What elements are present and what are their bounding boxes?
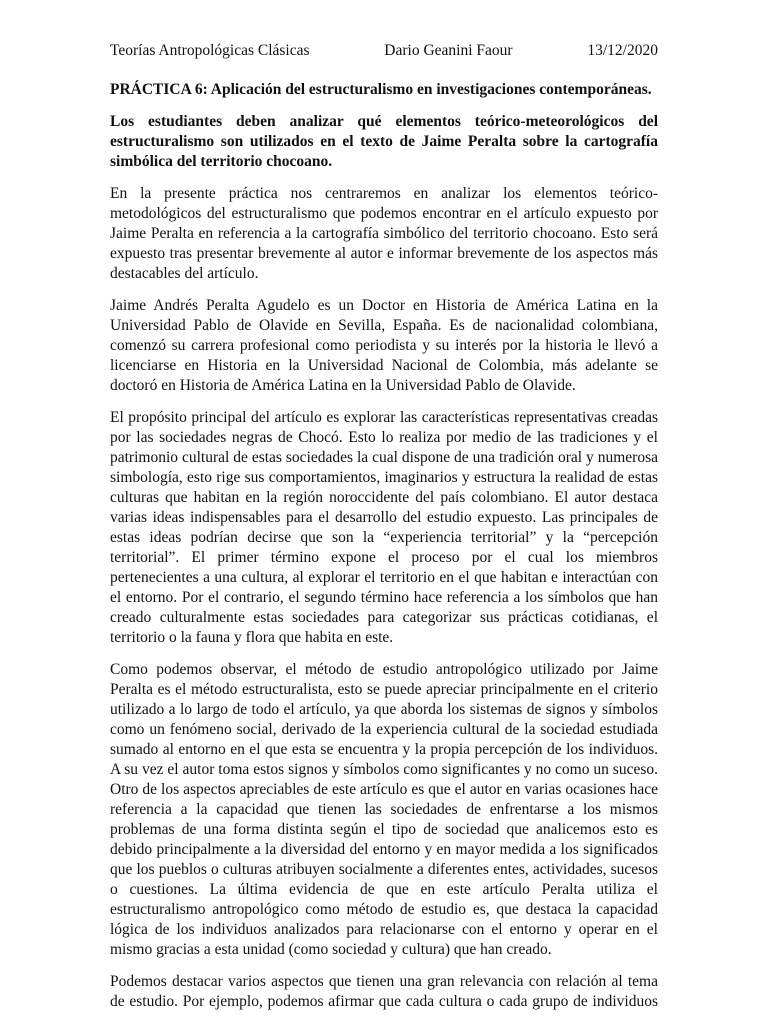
paragraph-relevance: Podemos destacar varios aspectos que tienen una gran relevancia con relación al tema de estudio. Por ejemplo, podemos afirmar que cada cultura o cada grupo de individuos [110, 973, 658, 1010]
document-title: PRÁCTICA 6: Aplicación del estructuralismo en investigaciones contemporáneas. [110, 81, 652, 98]
paragraph-author-bio: Jaime Andrés Peralta Agudelo es un Doctor en Historia de América Latina en la Universidad Pablo de Olavide en Sevilla, España. Es de nacionalidad colombiana, comenzó su carrera profesional como periodista y su interés por la historia le llevó a licenciarse en Historia en la Universidad Nacional de Colombia, más adelante se doctoró en Historia de América Latina en la Universidad Pablo de Olavide. [110, 297, 658, 394]
page-header [110, 40, 658, 62]
header-course: Teorías Antropológicas Clásicas [110, 42, 310, 59]
paragraph-intro: En la presente práctica nos centraremos en analizar los elementos teórico-metodológicos del estructuralismo que podemos encontrar en el artículo expuesto por Jaime Peralta en referencia a la cartografía simbólico del territorio chocoano. Esto será expuesto tras presentar brevemente al autor e informar brevemente de los aspectos más destacables del artículo. [110, 185, 658, 282]
header-author: Dario Geanini Faour [384, 42, 513, 59]
document-subtitle: Los estudiantes deben analizar qué elementos teórico-meteorológicos del estructuralismo son utilizados en el texto de Jaime Peralta sobre la cartografía simbólica del territorio chocoano. [110, 113, 658, 170]
paragraph-method: Como podemos observar, el método de estudio antropológico utilizado por Jaime Peralta es el método estructuralista, esto se puede apreciar principalmente en el criterio utilizado a lo largo de todo el artículo, ya que aborda los sistemas de signos y símbolos como un fenómeno social, derivado de la experiencia cultural de la sociedad estudiada sumado al entorno en el que esta se encuentra y la propia percepción de los individuos. A su vez el autor toma estos signos y símbolos como significantes y no como un suceso. Otro de los aspectos apreciables de este artículo es que el autor en varias ocasiones hace referencia a la capacidad que tienen las sociedades de enfrentarse a los mismos problemas de una forma distinta según el tipo de sociedad que analicemos esto es debido principalmente a la diversidad del entorno y en mayor medida a los significados que los pueblos o culturas atribuyen socialmente a diferentes entes, actividades, sucesos o cuestiones. La última evidencia de que en este artículo Peralta utiliza el estructuralismo antropológico como método de estudio es, que destaca la capacidad lógica de los individuos analizados para relacionarse con el entorno y operar en el mismo gracias a esta unidad (como sociedad y cultura) que han creado. [110, 661, 658, 958]
paragraph-article-purpose: El propósito principal del artículo es explorar las características representativas creadas por las sociedades negras de Chocó. Esto lo realiza por medio de las tradiciones y el patrimonio cultural de estas sociedades la cual dispone de una tradición oral y numerosa simbología, esto rige sus comportamientos, imaginarios y estructura la realidad de estas culturas que habitan en la región noroccidente del país colombiano. El autor destaca varias ideas indispensables para el desarrollo del estudio expuesto. Las principales de estas ideas podrían decirse que son la “experiencia territorial” y la “percepción territorial”. El primer término expone el proceso por el cual los miembros pertenecientes a una cultura, al explorar el territorio en el que habitan e interactúan con el entorno. Por el contrario, el segundo término hace referencia a los símbolos que han creado culturalmente estas sociedades para categorizar sus prácticas cotidianas, el territorio o la fauna y flora que habita en este. [110, 409, 658, 646]
document-page [110, 40, 658, 1024]
header-date: 13/12/2020 [587, 42, 658, 59]
